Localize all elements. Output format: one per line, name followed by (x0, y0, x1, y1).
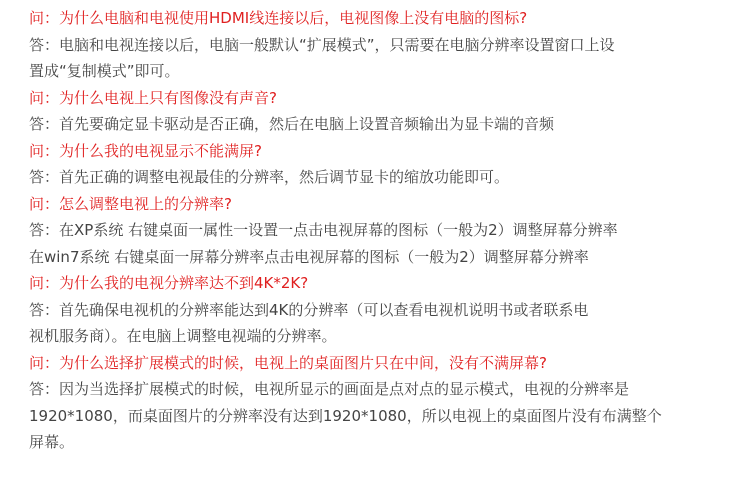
faq-answer-line: 视机服务商）。在电脑上调整电视端的分辨率。 (29, 327, 337, 345)
faq-answer-line: 答：因为当选择扩展模式的时候，电视所显示的画面是点对点的显示模式，电视的分辨率是 (29, 380, 630, 398)
faq-question: 问：怎么调整电视上的分辨率? (29, 194, 232, 213)
faq-question: 问：为什么电脑和电视使用HDMI线连接以后，电视图像上没有电脑的图标? (29, 9, 528, 27)
faq-answer-line: 答：在XP系统 右键桌面一属性一设置一点击电视屏幕的图标（一般为2）调整屏幕分辨率 (29, 221, 618, 239)
faq-answer-line: 答：首先正确的调整电视最佳的分辨率，然后调节显卡的缩放功能即可。 (29, 168, 510, 186)
faq-answer-line: 1920*1080，而桌面图片的分辨率没有达到1920*1080，所以电视上的桌面图片没有布满整个 (29, 406, 662, 425)
faq-answer-line: 答：首先要确定显卡驱动是否正确，然后在电脑上设置音频输出为显卡端的音频 (29, 115, 555, 133)
faq-answer-line: 答：首先确保电视机的分辨率能达到4K的分辨率（可以查看电视机说明书或者联系电 (29, 300, 589, 319)
faq-question: 问：为什么电视上只有图像没有声音? (29, 88, 277, 107)
faq-question: 问：为什么我的电视显示不能满屏? (29, 141, 262, 160)
faq-answer-line: 屏幕。 (29, 433, 75, 451)
faq-answer-line: 答：电脑和电视连接以后，电脑一般默认“扩展模式”，只需要在电脑分辨率设置窗口上设 (29, 35, 615, 54)
faq-question: 问：为什么我的电视分辨率达不到4K*2K? (29, 274, 309, 292)
faq-answer-line: 置成“复制模式”即可。 (29, 62, 180, 80)
faq-answer-line: 在win7系统 右键桌面一屏幕分辨率点击电视屏幕的图标（一般为2）调整屏幕分辨率 (29, 247, 589, 266)
faq-question: 问：为什么选择扩展模式的时候，电视上的桌面图片只在中间，没有不满屏幕? (29, 353, 547, 372)
